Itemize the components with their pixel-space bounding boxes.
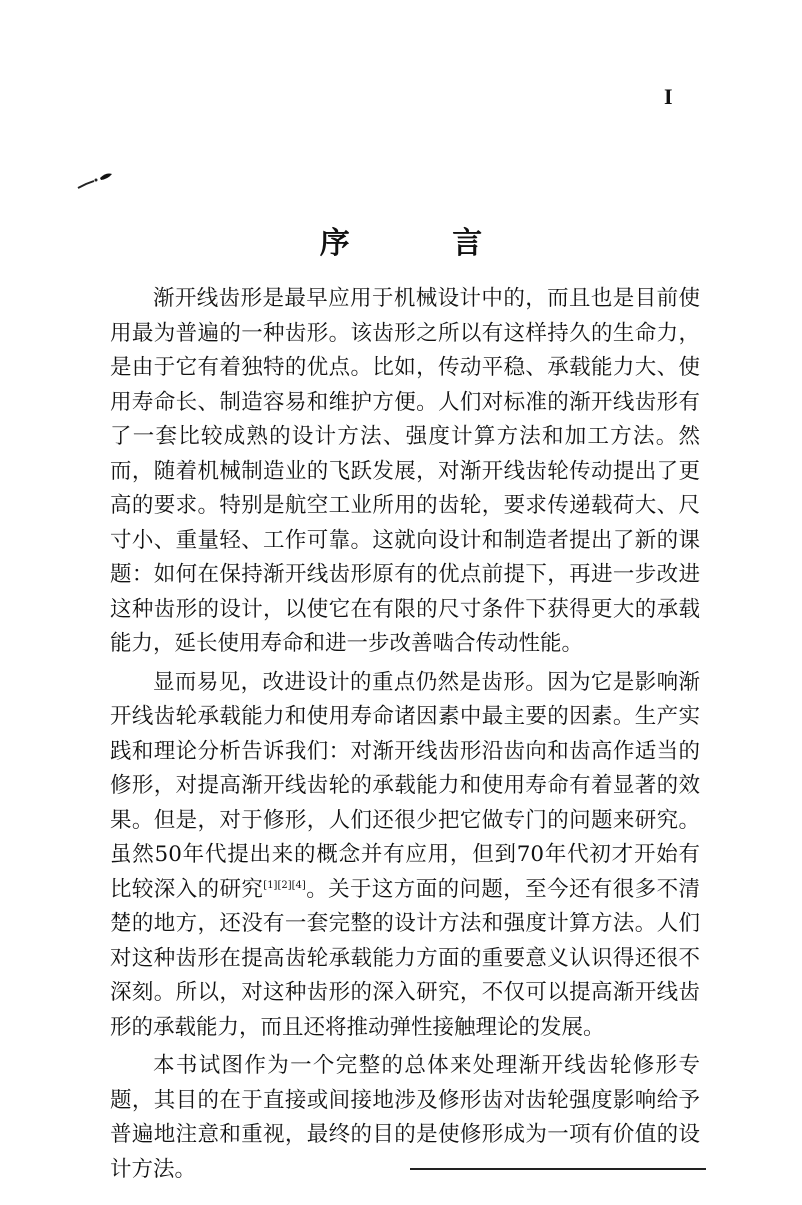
ink-smudge-mark (76, 170, 114, 192)
citation-reference: [1][2][4] (263, 879, 306, 891)
paragraph-1: 渐开线齿形是最早应用于机械设计中的，而且也是目前使用最为普遍的一种齿形。该齿形之所以有这样持久的生命力，是由于它有着独特的优点。比如，传动平稳、承载能力大、使用寿命长、制造容易和维护方便。人们对标准的渐开线齿形有了一套比较成熟的设计方法、强度计算方法和加工方法。然而，随着机械制造业的飞跃发展，对渐开线齿轮传动提出了更高的要求。特别是航空工业所用的齿轮，要求传递载荷大、尺寸小、重量轻、工作可靠。这就向设计和制造者提出了新的课题：如何在保持渐开线齿形原有的优点前提下，再进一步改进这种齿形的设计，以使它在有限的尺寸条件下获得更大的承载能力，延长使用寿命和进一步改善啮合传动性能。 (110, 286, 700, 656)
footer-rule (410, 1168, 706, 1170)
page-title: 序 言 (319, 226, 529, 261)
body-text (110, 282, 700, 1191)
page-number: I (664, 84, 673, 109)
paragraph-3: 本书试图作为一个完整的总体来处理渐开线齿轮修形专题，其目的在于直接或间接地涉及修形齿对齿轮强度影响给予普遍地注意和重视，最终的目的是使修形成为一项有价值的设计方法。 (110, 1053, 700, 1182)
paragraph-2-text-a: 显而易见，改进设计的重点仍然是齿形。因为它是影响渐开线齿轮承载能力和使用寿命诸因素中最主要的因素。生产实践和理论分析告诉我们：对渐开线齿形沿齿向和齿高作适当的修形，对提高渐开线齿轮的承载能力和使用寿命有着显著的效果。但是，对于修形，人们还很少把它做专门的问题来研究。虽然50年代提出来的概念并有应用，但到70年代初才开始有比较深入的研究 (110, 669, 700, 902)
paragraph-2-text-b: 。关于这方面的问题，至今还有很多不清楚的地方，还没有一套完整的设计方法和强度计算方法。人们对这种齿形在提高齿轮承载能力方面的重要意义认识得还很不深刻。所以，对这种齿形的深入研究，不仅可以提高渐开线齿形的承载能力，而且还将推动弹性接触理论的发展。 (110, 876, 700, 1040)
paragraph-2 (110, 666, 700, 1046)
